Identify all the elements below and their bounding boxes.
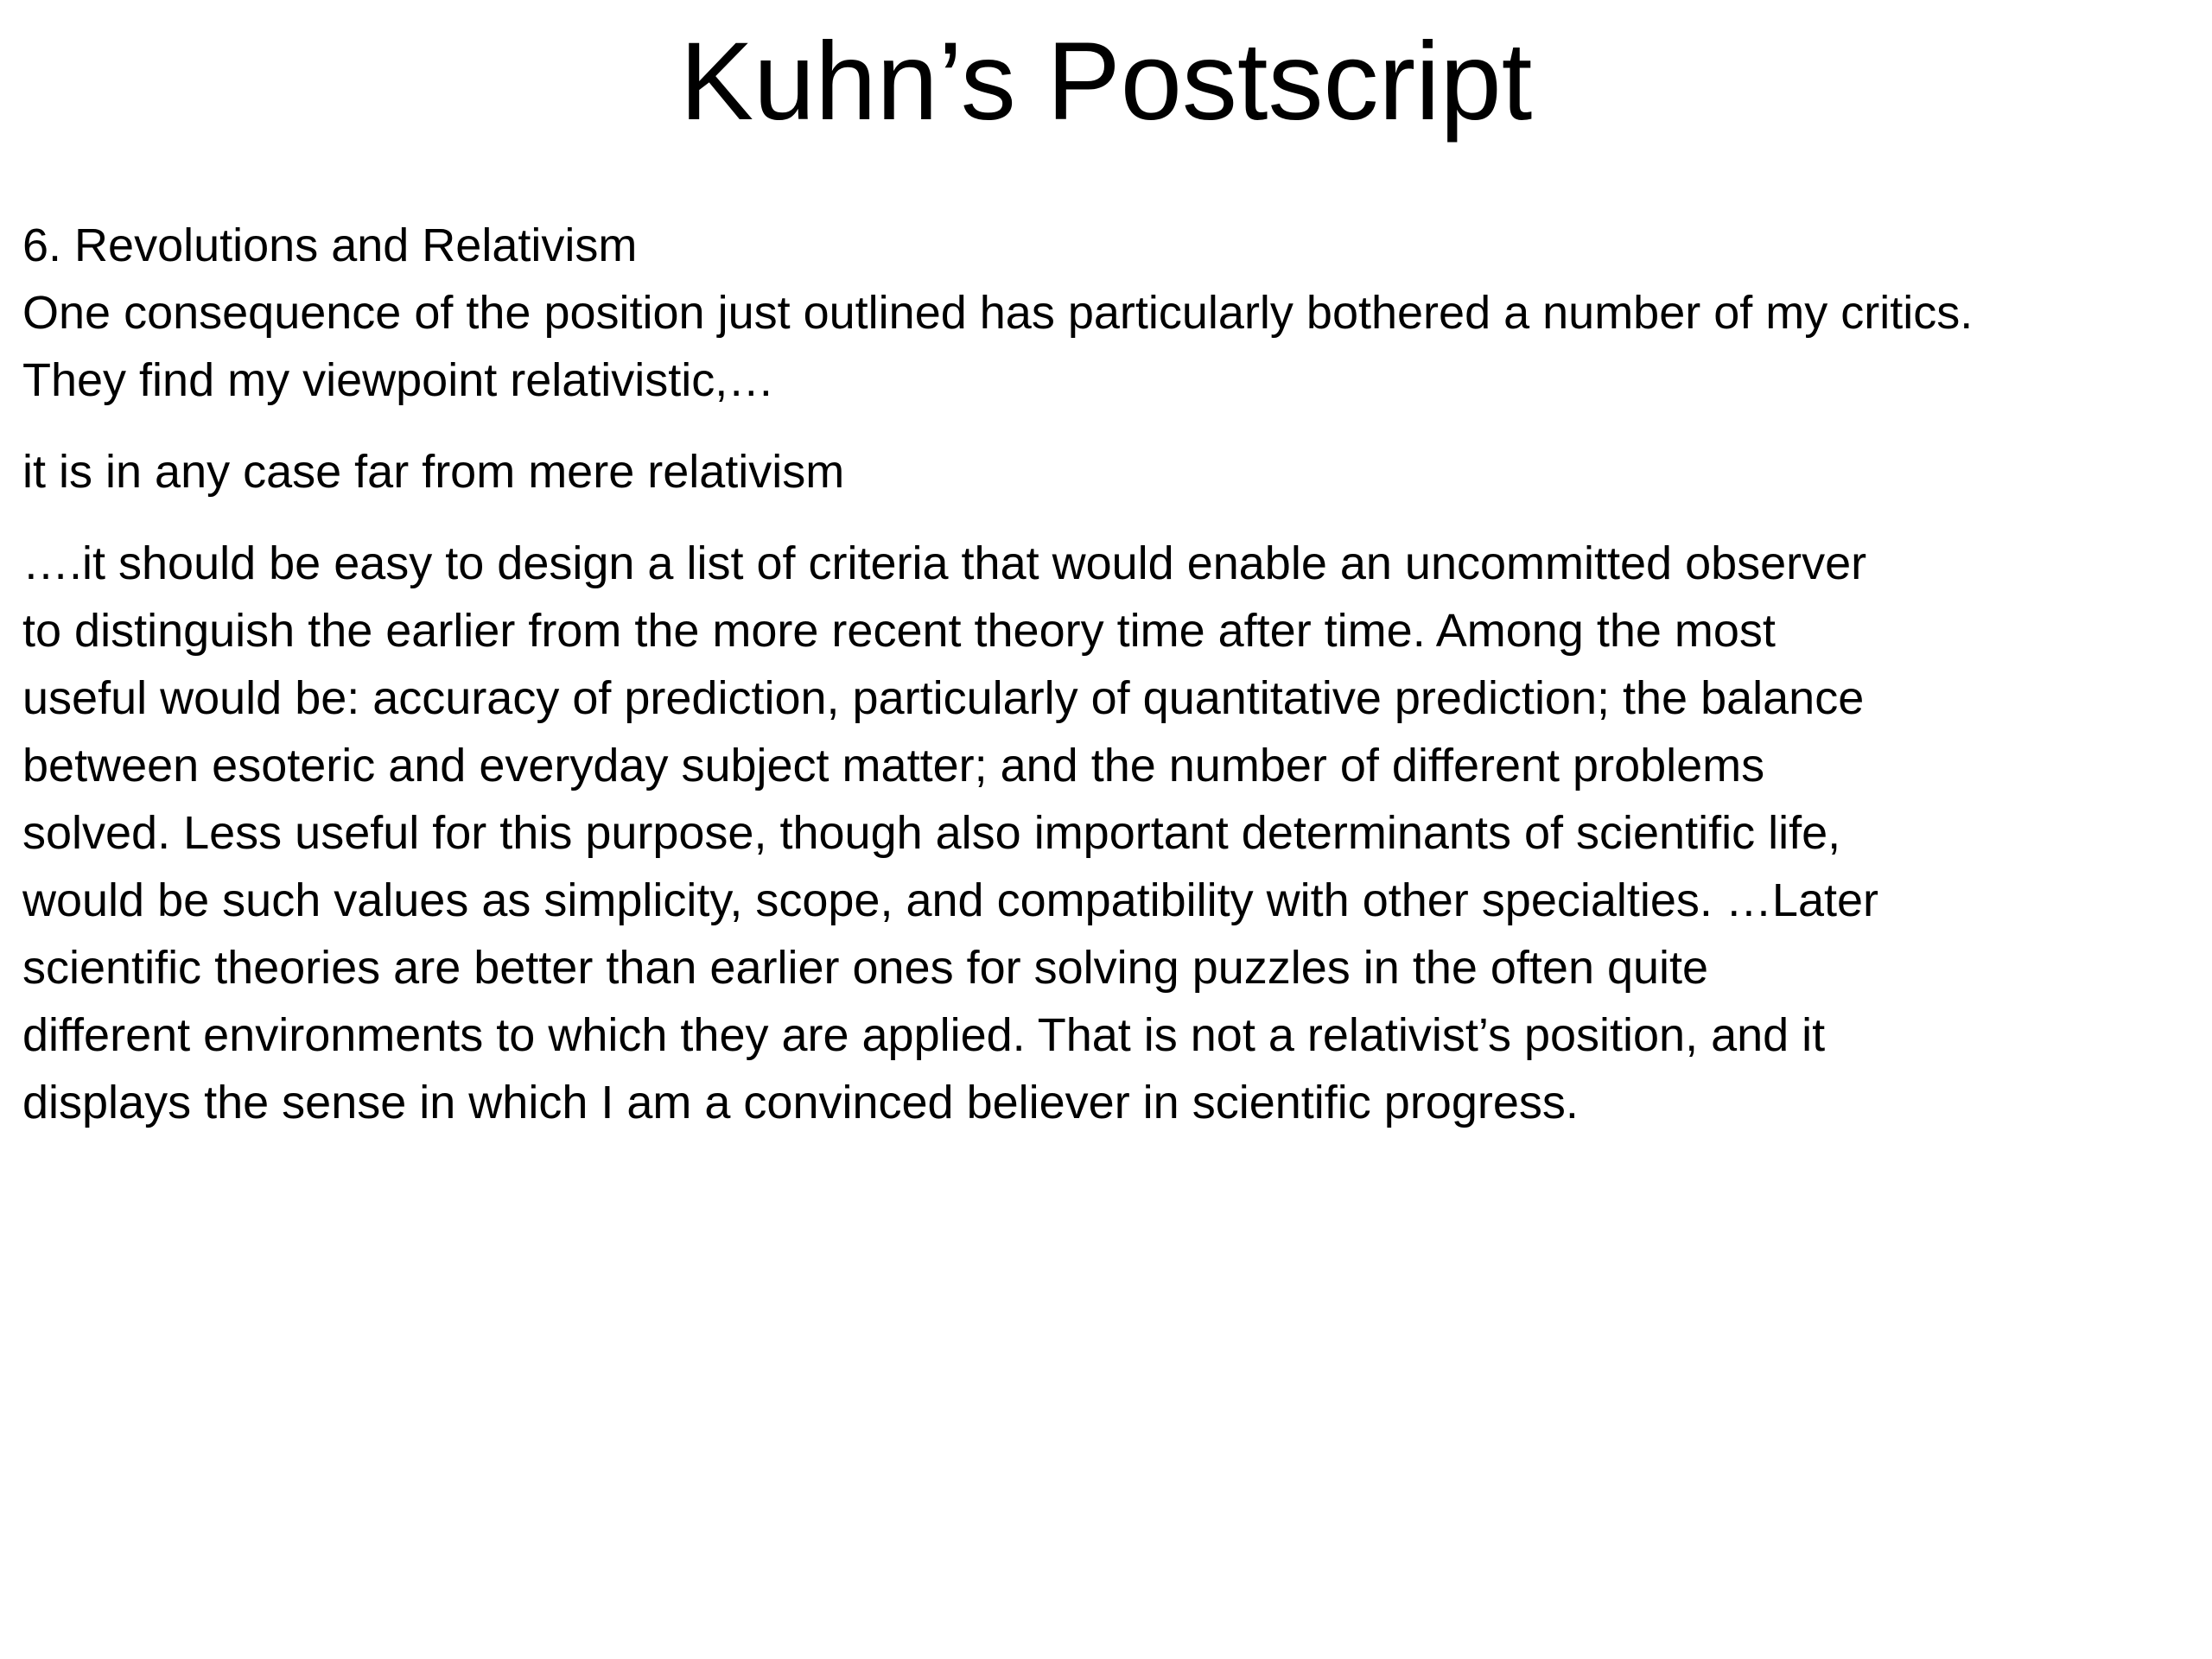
paragraph-critics: One consequence of the position just outlined has particularly bothered a number of my critics. They find my viewpoint relativistic,… (22, 287, 1974, 406)
paragraph-criteria: ….it should be easy to design a list of criteria that would enable an uncommitted observer to distinguish the earlier from the more recent theory time after time. Among the most useful would be: accuracy of prediction, particularly of quantitative prediction; the balance between esoteric and everyday subject matter; and the number of different problems solved. Less useful for this purpose, though also important determinants of scientific life, would be such values as simplicity, scope, and compatibility with other specialties. …Later scientific theories are better than earlier ones for solving puzzles in the often quite different environments to which they are applied. That is not a relativist’s position, and it displays the sense in which I am a convinced believer in scientific progress. (22, 537, 1879, 1128)
slide-body (22, 212, 2200, 1136)
paragraph-relativism: it is in any case far from mere relativism (22, 446, 845, 498)
slide-title: Kuhn’s Postscript (679, 20, 1533, 143)
section-heading: 6. Revolutions and Relativism (22, 219, 638, 271)
